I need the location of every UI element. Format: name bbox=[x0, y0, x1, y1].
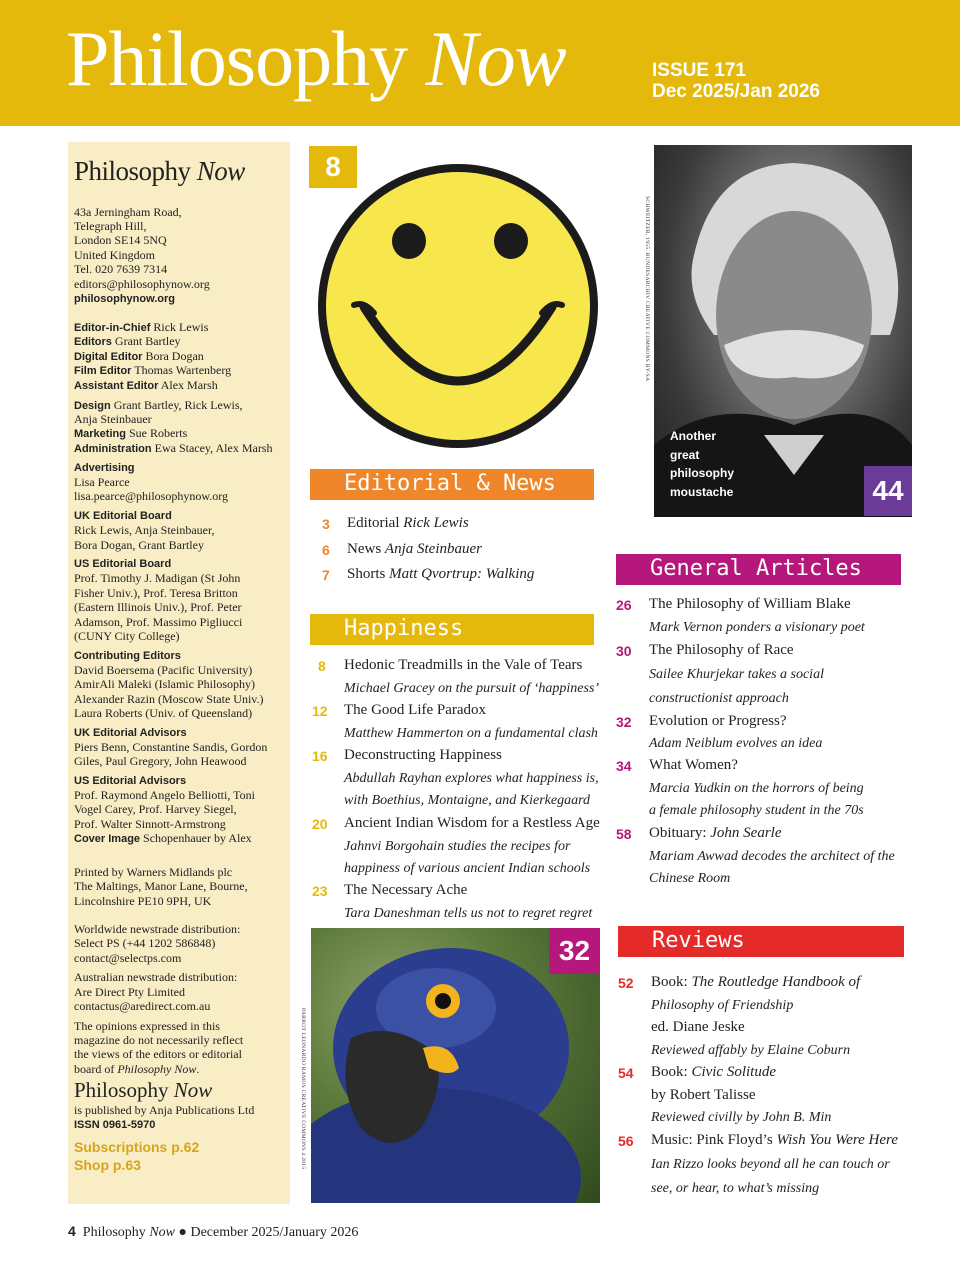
contrib-heading: Contributing Editors bbox=[74, 650, 181, 662]
us-board-heading: US Editorial Board bbox=[74, 558, 172, 570]
toc-entry-title[interactable]: Book: Civic Solitude bbox=[651, 1064, 777, 1080]
staff-line: Film Editor Thomas Wartenberg bbox=[74, 363, 232, 377]
page-number: 16 bbox=[312, 748, 328, 764]
footer-date: December 2025/January 2026 bbox=[190, 1225, 359, 1240]
toc-entry-title[interactable]: The Philosophy of Race bbox=[649, 642, 794, 658]
opinion-line: The opinions expressed in this bbox=[74, 1019, 220, 1033]
page-badge-44[interactable]: 44 bbox=[864, 466, 912, 516]
uk-board-line: Bora Dogan, Grant Bartley bbox=[74, 538, 204, 552]
page-badge-8[interactable]: 8 bbox=[309, 146, 357, 188]
uk-board-heading: UK Editorial Board bbox=[74, 510, 172, 522]
address-line: 43a Jerningham Road, bbox=[74, 205, 182, 219]
page-number: 3 bbox=[322, 516, 330, 532]
section-banner-reviews: Reviews bbox=[618, 926, 904, 957]
page-number: 23 bbox=[312, 883, 328, 899]
us-advisors-heading: US Editorial Advisors bbox=[74, 775, 187, 787]
page-number: 20 bbox=[312, 816, 328, 832]
toc-entry-desc: Sailee Khurjekar takes a social bbox=[649, 667, 824, 682]
photo-caption: Another great philosophy moustache bbox=[670, 429, 734, 499]
smiley-right-eye bbox=[494, 223, 528, 259]
toc-entry-desc: a female philosophy student in the 70s bbox=[649, 803, 864, 818]
page-number: 12 bbox=[312, 703, 328, 719]
toc-entry-editorial[interactable]: Editorial Rick Lewis bbox=[347, 515, 469, 531]
section-banner-editorial: Editorial & News bbox=[310, 469, 594, 500]
issue-number: ISSUE 171 bbox=[652, 60, 746, 81]
australia-line: Australian newstrade distribution: bbox=[74, 970, 238, 984]
toc-entry-desc: with Boethius, Montaigne, and Kierkegaard bbox=[344, 793, 591, 808]
footer-magazine: Philosophy Now bbox=[82, 1225, 175, 1240]
worldwide-email[interactable]: contact@selectps.com bbox=[74, 951, 182, 965]
staff-line: Assistant Editor Alex Marsh bbox=[74, 378, 218, 392]
issn: ISSN 0961-5970 bbox=[74, 1119, 156, 1131]
toc-entry-title[interactable]: The Philosophy of William Blake bbox=[649, 596, 851, 612]
uk-board-line: Rick Lewis, Anja Steinbauer, bbox=[74, 523, 215, 537]
contrib-line: Alexander Razin (Moscow State Univ.) bbox=[74, 692, 264, 706]
toc-entry-title[interactable]: Obituary: John Searle bbox=[649, 825, 782, 841]
us-advisors-line: Prof. Walter Sinnott-Armstrong bbox=[74, 817, 226, 831]
marketing-line: Marketing Sue Roberts bbox=[74, 426, 188, 440]
contrib-line: Laura Roberts (Univ. of Queensland) bbox=[74, 706, 253, 720]
schweitzer-photo bbox=[654, 145, 912, 517]
photo-credit: SCHWEITZER, 1955. BUNDESARCHIV CREATIVE COMMONS BY-SA bbox=[644, 196, 650, 382]
worldwide-line: Select PS (+44 1202 586848) bbox=[74, 936, 216, 950]
smiley-left-eye bbox=[392, 223, 426, 259]
shop-link[interactable]: Shop p.63 bbox=[74, 1157, 141, 1173]
toc-entry-title[interactable]: The Necessary Ache bbox=[344, 882, 468, 898]
design-line: Anja Steinbauer bbox=[74, 412, 152, 426]
page-number: 8 bbox=[318, 658, 326, 674]
page-number: 54 bbox=[618, 1065, 634, 1081]
address-line: London SE14 5NQ bbox=[74, 233, 167, 247]
uk-advisors-heading: UK Editorial Advisors bbox=[74, 727, 187, 739]
toc-entry-line: ed. Diane Jeske bbox=[651, 1019, 745, 1035]
uk-advisors-line: Giles, Paul Gregory, John Heawood bbox=[74, 754, 247, 768]
toc-entry-desc: Chinese Room bbox=[649, 871, 731, 886]
printer-line: Lincolnshire PE10 9PH, UK bbox=[74, 894, 212, 908]
opinion-line: board of Philosophy Now. bbox=[74, 1062, 200, 1076]
issue-date: Dec 2025/Jan 2026 bbox=[652, 81, 820, 102]
page-number: 7 bbox=[322, 567, 330, 583]
staff-line: Digital Editor Bora Dogan bbox=[74, 349, 204, 363]
page-footer bbox=[68, 1223, 358, 1241]
phone: Tel. 020 7639 7314 bbox=[74, 262, 168, 276]
australia-line: Are Direct Pty Limited bbox=[74, 985, 185, 999]
us-advisors-line: Prof. Raymond Angelo Belliotti, Toni bbox=[74, 788, 255, 802]
staff-line: Editor-in-Chief Rick Lewis bbox=[74, 320, 209, 334]
toc-entry-line: Reviewed affably by Elaine Coburn bbox=[651, 1043, 851, 1058]
subscriptions-link[interactable]: Subscriptions p.62 bbox=[74, 1139, 200, 1155]
page-number: 52 bbox=[618, 975, 634, 991]
toc-entry-line: Reviewed civilly by John B. Min bbox=[651, 1110, 832, 1125]
us-board-line: (Eastern Illinois Univ.), Prof. Peter bbox=[74, 600, 242, 614]
face-shape bbox=[716, 211, 872, 419]
us-board-line: Adamson, Prof. Massimo Pigliucci bbox=[74, 615, 243, 629]
page-number: 26 bbox=[616, 597, 632, 613]
email-link[interactable]: editors@philosophynow.org bbox=[74, 277, 210, 291]
toc-entry-title[interactable]: The Good Life Paradox bbox=[344, 702, 487, 718]
toc-entry-line: by Robert Talisse bbox=[651, 1087, 756, 1103]
opinion-line: the views of the editors or editorial bbox=[74, 1047, 242, 1061]
uk-advisors-line: Piers Benn, Constantine Sandis, Gordon bbox=[74, 740, 268, 754]
publisher-line: is published by Anja Publications Ltd bbox=[74, 1103, 255, 1117]
printer-line: Printed by Warners Midlands plc bbox=[74, 865, 233, 879]
printer-line: The Maltings, Manor Lane, Bourne, bbox=[74, 879, 248, 893]
toc-entry-desc: Mark Vernon ponders a visionary poet bbox=[649, 620, 865, 635]
toc-entry-line: Philosophy of Friendship bbox=[651, 998, 794, 1013]
toc-entry-shorts[interactable]: Shorts Matt Qvortrup: Walking bbox=[347, 566, 535, 582]
advertising-line: Lisa Pearce bbox=[74, 475, 130, 489]
page-number: 34 bbox=[616, 758, 632, 774]
publisher-logo: Philosophy Now bbox=[74, 1078, 213, 1102]
australia-email[interactable]: contactus@aredirect.com.au bbox=[74, 999, 211, 1013]
us-board-line: Fisher Univ.), Prof. Teresa Britton bbox=[74, 586, 238, 600]
masthead-title: Philosophy Now bbox=[66, 15, 566, 102]
opinion-line: magazine do not necessarily reflect bbox=[74, 1033, 244, 1047]
page-number: 32 bbox=[616, 714, 632, 730]
page-number: 6 bbox=[322, 542, 330, 558]
section-banner-general: General Articles bbox=[616, 554, 901, 585]
sidebar-logo: Philosophy Now bbox=[74, 156, 245, 186]
toc-entry-news[interactable]: News Anja Steinbauer bbox=[347, 541, 482, 557]
cover-line: Cover Image Schopenhauer by Alex bbox=[74, 831, 252, 845]
address-line: United Kingdom bbox=[74, 248, 155, 262]
contrib-line: David Boersema (Pacific University) bbox=[74, 663, 253, 677]
page-number: 58 bbox=[616, 826, 632, 842]
toc-entry-desc: Abdullah Rayhan explores what happiness is, bbox=[344, 771, 599, 786]
toc-entry-desc: Tara Daneshman tells us not to regret regret bbox=[344, 906, 593, 921]
toc-entry-title[interactable]: Deconstructing Happiness bbox=[344, 747, 502, 763]
toc-entry-title[interactable]: Hedonic Treadmills in the Vale of Tears bbox=[344, 657, 583, 673]
toc-entry-line: Ian Rizzo looks beyond all he can touch or bbox=[651, 1157, 890, 1172]
parrot-eye bbox=[435, 993, 451, 1009]
toc-entry-title[interactable]: Book: The Routledge Handbook of bbox=[651, 974, 861, 990]
contrib-line: AmirAli Maleki (Islamic Philosophy) bbox=[74, 677, 255, 691]
toc-entry-desc: Adam Neiblum evolves an idea bbox=[649, 736, 823, 751]
masthead-sidebar bbox=[68, 142, 290, 1204]
section-banner-happiness: Happiness bbox=[310, 614, 594, 645]
toc-entry-desc: Mariam Awwad decodes the architect of the bbox=[649, 849, 895, 864]
photo-credit: PARROT LEONARDO RAMOS CREATIVE COMMONS 4 2015 bbox=[300, 1008, 306, 1170]
toc-entry-desc: happiness of various ancient Indian schools bbox=[344, 861, 591, 876]
advertising-heading: Advertising bbox=[74, 462, 135, 474]
bullet-icon: ● bbox=[178, 1225, 187, 1240]
toc-entry-desc: Marcia Yudkin on the horrors of being bbox=[649, 781, 864, 796]
footer-page-number: 4 bbox=[68, 1223, 76, 1239]
toc-entry-desc: Matthew Hammerton on a fundamental clash bbox=[344, 726, 598, 741]
page-number: 30 bbox=[616, 643, 632, 659]
design-line: Design Grant Bartley, Rick Lewis, bbox=[74, 398, 243, 412]
page-badge-32[interactable]: 32 bbox=[549, 928, 600, 974]
us-board-line: Prof. Timothy J. Madigan (St John bbox=[74, 571, 241, 585]
toc-entry-title[interactable]: Ancient Indian Wisdom for a Restless Age bbox=[344, 815, 600, 831]
us-advisors-line: Vogel Carey, Prof. Harvey Siegel, bbox=[74, 802, 237, 816]
toc-entry-title[interactable]: What Women? bbox=[649, 757, 738, 773]
staff-line: Editors Grant Bartley bbox=[74, 334, 181, 348]
issue-info bbox=[652, 60, 820, 102]
smiley-illustration bbox=[312, 155, 608, 455]
admin-line: Administration Ewa Stacey, Alex Marsh bbox=[74, 441, 273, 455]
toc-entry-title[interactable]: Evolution or Progress? bbox=[649, 713, 787, 729]
website-link[interactable]: philosophynow.org bbox=[74, 293, 176, 305]
toc-entry-desc: constructionist approach bbox=[649, 691, 789, 706]
us-board-line: (CUNY City College) bbox=[74, 629, 180, 643]
address-line: Telegraph Hill, bbox=[74, 219, 147, 233]
toc-entry-desc: Michael Gracey on the pursuit of ‘happiness’ bbox=[344, 681, 600, 696]
toc-entry-desc: Jahnvi Borgohain studies the recipes for bbox=[344, 839, 571, 854]
advertising-email[interactable]: lisa.pearce@philosophynow.org bbox=[74, 489, 229, 503]
worldwide-line: Worldwide newstrade distribution: bbox=[74, 922, 241, 936]
page-number: 56 bbox=[618, 1133, 634, 1149]
toc-entry-title[interactable]: Music: Pink Floyd’s Wish You Were Here bbox=[651, 1132, 898, 1148]
toc-entry-line: see, or hear, to what’s missing bbox=[651, 1181, 820, 1196]
